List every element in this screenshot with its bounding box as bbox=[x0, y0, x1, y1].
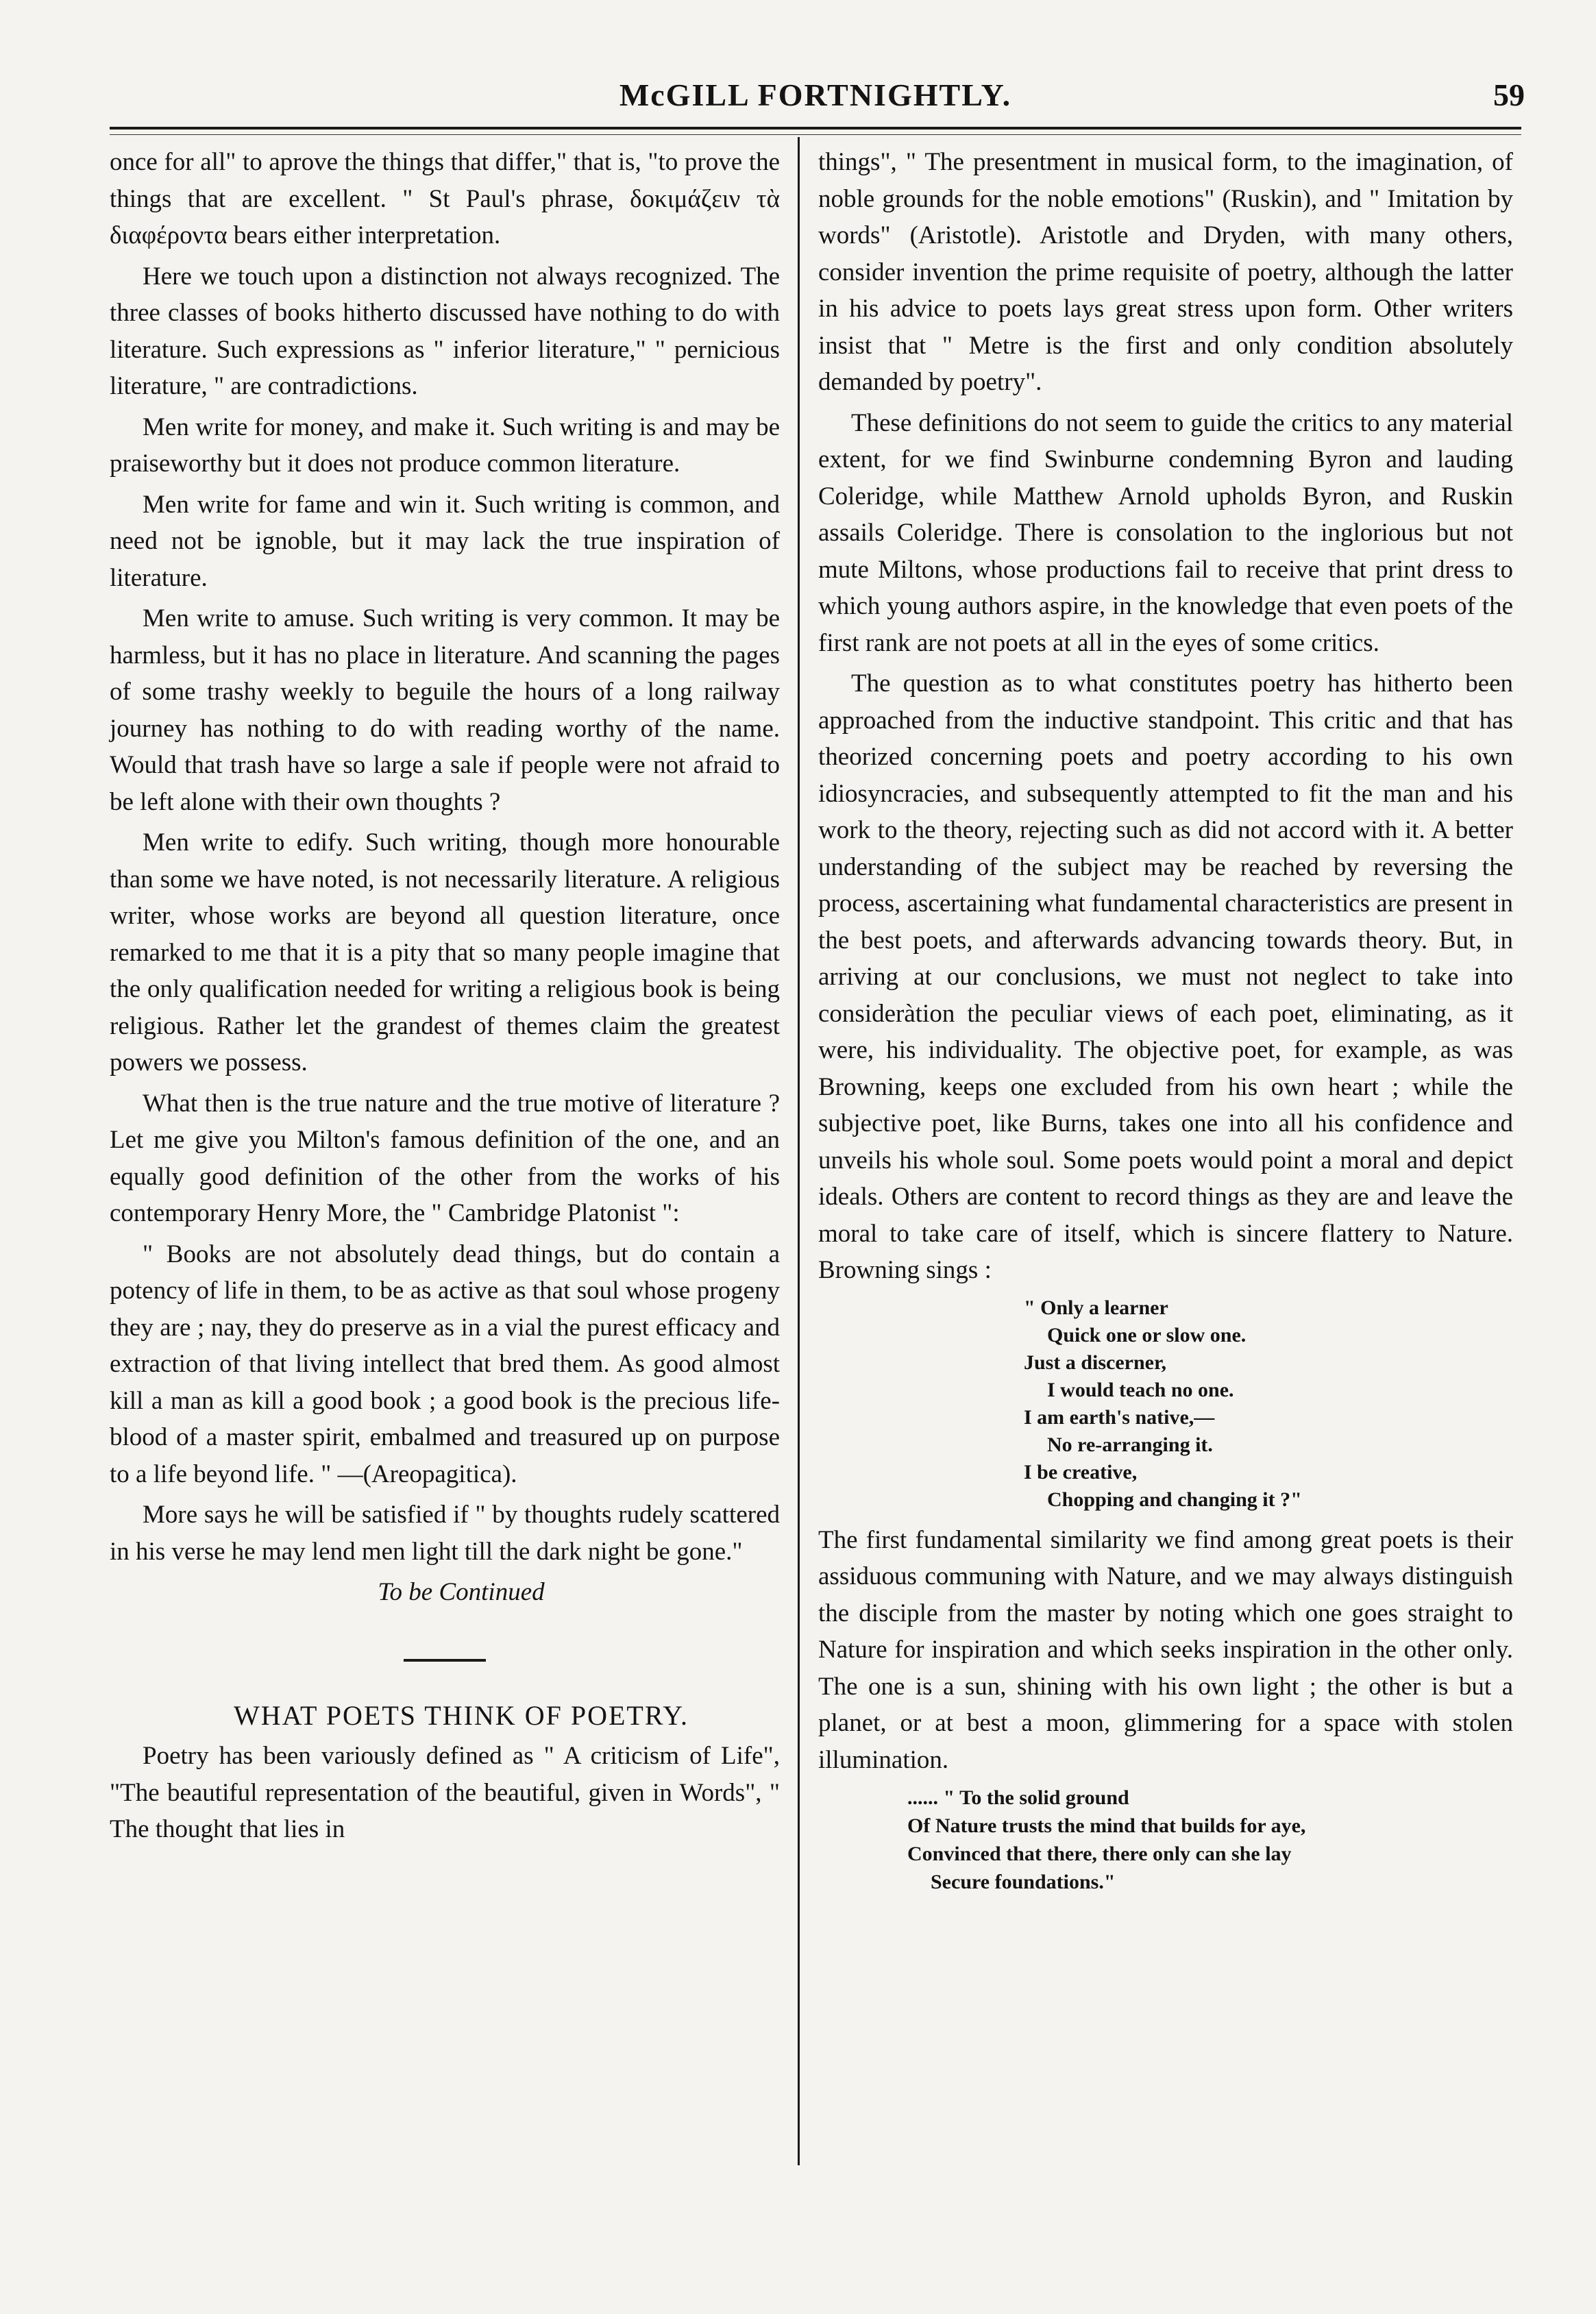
paragraph: More says he will be satisfied if " by thoughts rudely scattered in his verse he may lend men light till the dark night be gone." bbox=[110, 1501, 780, 1566]
paragraph: What then is the true nature and the true motive of literature ? Let me give you Milton's famous definition of the one, and an equally good definition of the other from the works of his contemporary Henry More, the " Cambridge Platonist ": bbox=[110, 1089, 780, 1227]
section-title: WHAT POETS THINK OF POETRY. bbox=[233, 1699, 689, 1731]
verse-line: Convinced that there, there only can she lay bbox=[907, 1843, 1292, 1865]
journal-title: McGILL FORTNIGHTLY. bbox=[619, 77, 1012, 112]
paragraph: things", " The presentment in musical form, to the imagination, of noble grounds for the noble emotions" (Ruskin), and " Imitation by words" (Aristotle). Aristotle and Dryden, with many others, consider invention the prime requisite of poetry, although the latter in his advice to poets lays great stress upon form. Other writers insist that " Metre is the first and only condition absolutely demanded by poetry". bbox=[818, 148, 1513, 396]
quotation: " Books are not absolutely dead things, but do contain a potency of life in them, to be as active as that soul whose progeny they are ; nay, they do preserve as in a vial the purest efficacy and extraction of that living intellect that bred them. As good almost kill a man as kill a good book ; a good book is the precious life-blood of a master spirit, embalmed and treasured up on purpose to a life beyond life. " —(Areopagitica). bbox=[110, 1240, 780, 1488]
verse-line: Quick one or slow one. bbox=[1047, 1323, 1247, 1346]
header-rule-thin bbox=[110, 134, 1521, 135]
verse-line: " Only a learner bbox=[1024, 1296, 1168, 1319]
paragraph: Men write for fame and win it. Such writing is common, and need not be ignoble, but it may lack the true inspiration of literature. bbox=[110, 490, 780, 592]
paragraph: These definitions do not seem to guide the critics to any material extent, for we find Swinburne condemning Byron and lauding Coleridge, while Matthew Arnold upholds Byron, and Ruskin assails Coleridge. There is consolation to the inglorious but not mute Miltons, whose productions fail to receive that print dress to which young authors aspire, in the knowledge that even poets of the first rank are not poets at all in the eyes of some critics. bbox=[818, 408, 1513, 657]
column-divider bbox=[798, 137, 800, 2165]
wordsworth-verse bbox=[907, 1784, 1513, 1896]
to-be-continued: To be Continued bbox=[378, 1578, 545, 1606]
paragraph: Here we touch upon a distinction not always recognized. The three classes of books hitherto discussed have nothing to do with literature. Such expressions as " inferior literature," " pernicious literature, " are contradictions. bbox=[110, 262, 780, 400]
verse-line: ...... " To the solid ground bbox=[907, 1786, 1129, 1809]
paragraph: Men write to edify. Such writing, though more honourable than some we have noted, is not necessarily literature. A religious writer, whose works are beyond all question literature, once remarked to me that it is a pity that so many people imagine that the only qualification needed for writing a religious book is being religious. Rather let the grandest of themes claim the greatest powers we possess. bbox=[110, 828, 780, 1076]
verse-line: Just a discerner, bbox=[1024, 1351, 1167, 1374]
paragraph: Men write to amuse. Such writing is very common. It may be harmless, but it has no place in literature. And scanning the pages of some trashy weekly to beguile the hours of a long railway journey has nothing to do with reading worthy of the name. Would that trash have so large a sale if people were not afraid to be left alone with their own thoughts ? bbox=[110, 604, 780, 816]
page-header bbox=[106, 77, 1525, 118]
paragraph: The first fundamental similarity we find among great poets is their assiduous communing with Nature, and we may always distinguish the disciple from the master by noting which one goes straight to Nature for inspiration and which seeks inspiration in the other only. The one is a sun, shining with his own light ; the other is but a planet, or at best a moon, glimmering for a space with stolen illumination. bbox=[818, 1525, 1513, 1774]
paragraph: once for all" to aprove the things that differ," that is, "to prove the things that are excellent. " St Paul's phrase, δοκιμάζειν τὰ διαφέροντα bears either interpretation. bbox=[110, 148, 780, 249]
page-number: 59 bbox=[1493, 77, 1525, 112]
verse-line: Chopping and changing it ?" bbox=[1047, 1488, 1302, 1511]
verse-line: Of Nature trusts the mind that builds for aye, bbox=[907, 1814, 1306, 1837]
verse-line: I would teach no one. bbox=[1047, 1378, 1234, 1401]
section-separator bbox=[404, 1659, 486, 1662]
paragraph: The question as to what constitutes poetry has hitherto been approached from the inductive standpoint. This critic and that has theorized concerning poets and poetry according to his own idiosyncracies, and subsequently attempted to fit the man and his work to the theory, rejecting such as did not accord with it. A better understanding of the subject may be reached by reversing the process, ascertaining what fundamental characteristics are present in the best poets, and afterwards advancing towards theory. But, in arriving at our conclusions, we must not neglect to take into consideràtion the peculiar views of each poet, eliminating, as it were, his individuality. The objective poet, for example, as was Browning, keeps one excluded from his own heart ; while the subjective poet, like Burns, takes one into all his confidence and unveils his whole soul. Some poets would point a moral and depict ideals. Others are content to record things as they are and leave the moral to take care of itself, which is sincere flattery to Nature. Browning sings : bbox=[818, 669, 1513, 1284]
verse-line: I am earth's native,— bbox=[1024, 1405, 1215, 1429]
verse-line: No re-arranging it. bbox=[1047, 1433, 1213, 1456]
right-column bbox=[818, 144, 1513, 1896]
verse-line: Secure foundations." bbox=[931, 1871, 1116, 1893]
browning-verse bbox=[1024, 1294, 1513, 1514]
header-rule bbox=[110, 127, 1521, 130]
left-column bbox=[110, 144, 780, 1852]
paragraph: Men write for money, and make it. Such writing is and may be praiseworthy but it does not produce common literature. bbox=[110, 413, 780, 478]
verse-line: I be creative, bbox=[1024, 1460, 1138, 1484]
paragraph: Poetry has been variously defined as " A criticism of Life", "The beautiful representation of the beautiful, given in Words", " The thought that lies in bbox=[110, 1742, 780, 1843]
